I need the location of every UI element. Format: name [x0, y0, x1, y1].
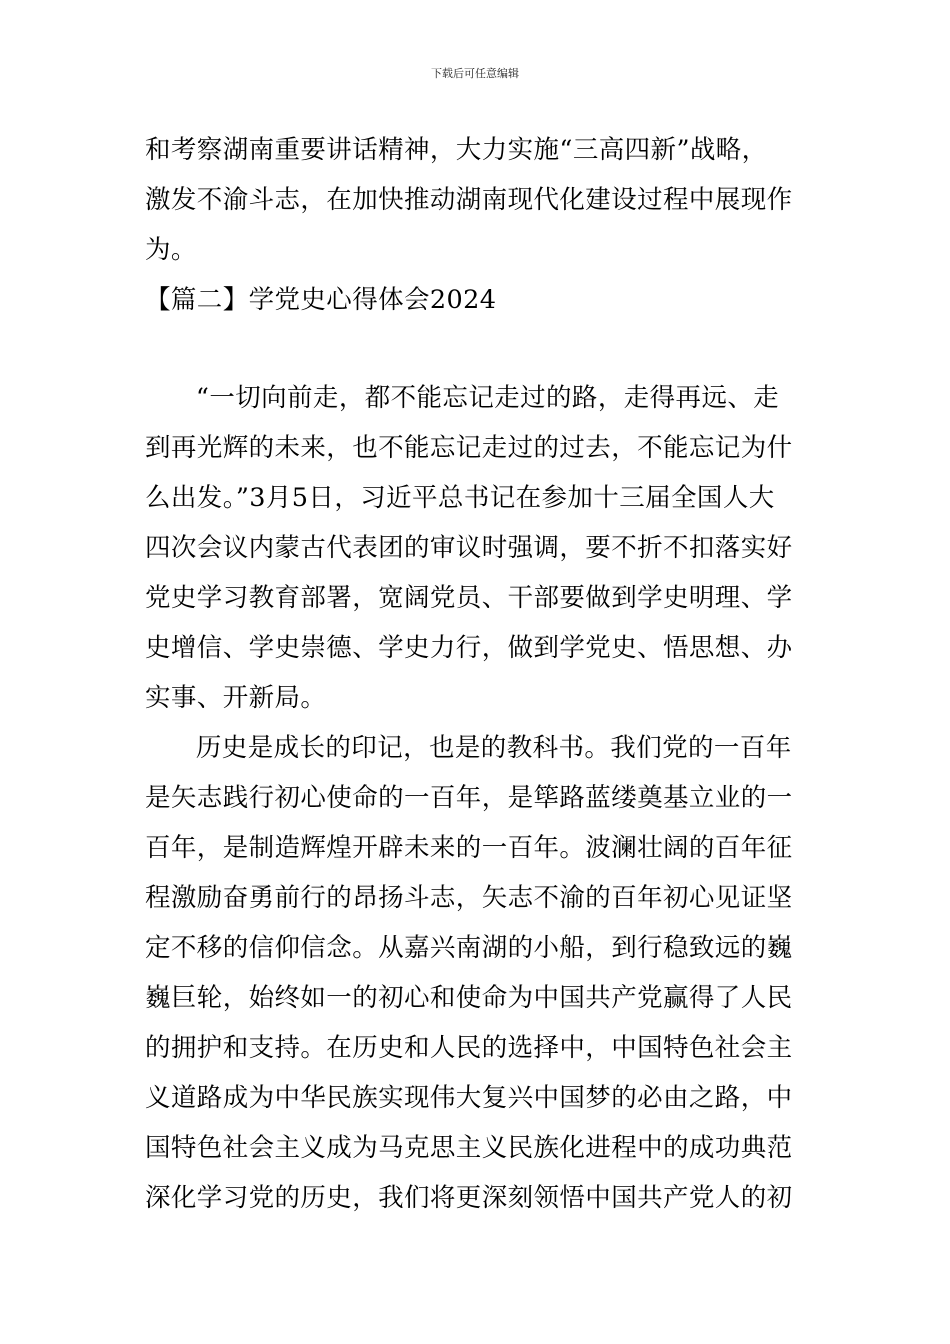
text-line: 史增信、学史崇德、学史力行，做到学党史、悟思想、办 [145, 633, 793, 663]
text-line: 为。 [145, 235, 197, 265]
text-line: 义道路成为中华民族实现伟大复兴中国梦的必由之路，中 [145, 1083, 793, 1113]
text-line: 么出发。”3月5日，习近平总书记在参加十三届全国人大 [145, 483, 775, 513]
text-line: 实事、开新局。 [145, 683, 327, 713]
text-line: “一切向前走，都不能忘记走过的路，走得再远、走 [170, 383, 780, 413]
text-line: 激发不渝斗志，在加快推动湖南现代化建设过程中展现作 [145, 185, 793, 215]
section-heading: 【篇二】学党史心得体会2024 [145, 285, 497, 315]
text-line: 党史学习教育部署，宽阔党员、干部要做到学史明理、学 [145, 583, 793, 613]
text-line: 国特色社会主义成为马克思主义民族化进程中的成功典范 [145, 1133, 793, 1163]
text-line: 程激励奋勇前行的昂扬斗志，矢志不渝的百年初心见证坚 [145, 883, 793, 913]
text-line: 历史是成长的印记，也是的教科书。我们党的一百年 [170, 733, 792, 763]
page-header: 下载后可任意编辑 [431, 67, 519, 80]
text-line: 巍巨轮，始终如一的初心和使命为中国共产党赢得了人民 [145, 983, 793, 1013]
text-line: 深化学习党的历史，我们将更深刻领悟中国共产党人的初 [145, 1183, 793, 1213]
text-line: 定不移的信仰信念。从嘉兴南湖的小船，到行稳致远的巍 [145, 933, 793, 963]
text-line: 百年，是制造辉煌开辟未来的一百年。波澜壮阔的百年征 [145, 833, 793, 863]
text-line: 是矢志践行初心使命的一百年，是筚路蓝缕奠基立业的一 [145, 783, 793, 813]
text-line: 四次会议内蒙古代表团的审议时强调，要不折不扣落实好 [145, 533, 793, 563]
text-line: 的拥护和支持。在历史和人民的选择中，中国特色社会主 [145, 1033, 793, 1063]
text-line: 和考察湖南重要讲话精神，大力实施“三高四新”战略， [145, 135, 768, 165]
text-line: 到再光辉的未来，也不能忘记走过的过去，不能忘记为什 [145, 433, 793, 463]
